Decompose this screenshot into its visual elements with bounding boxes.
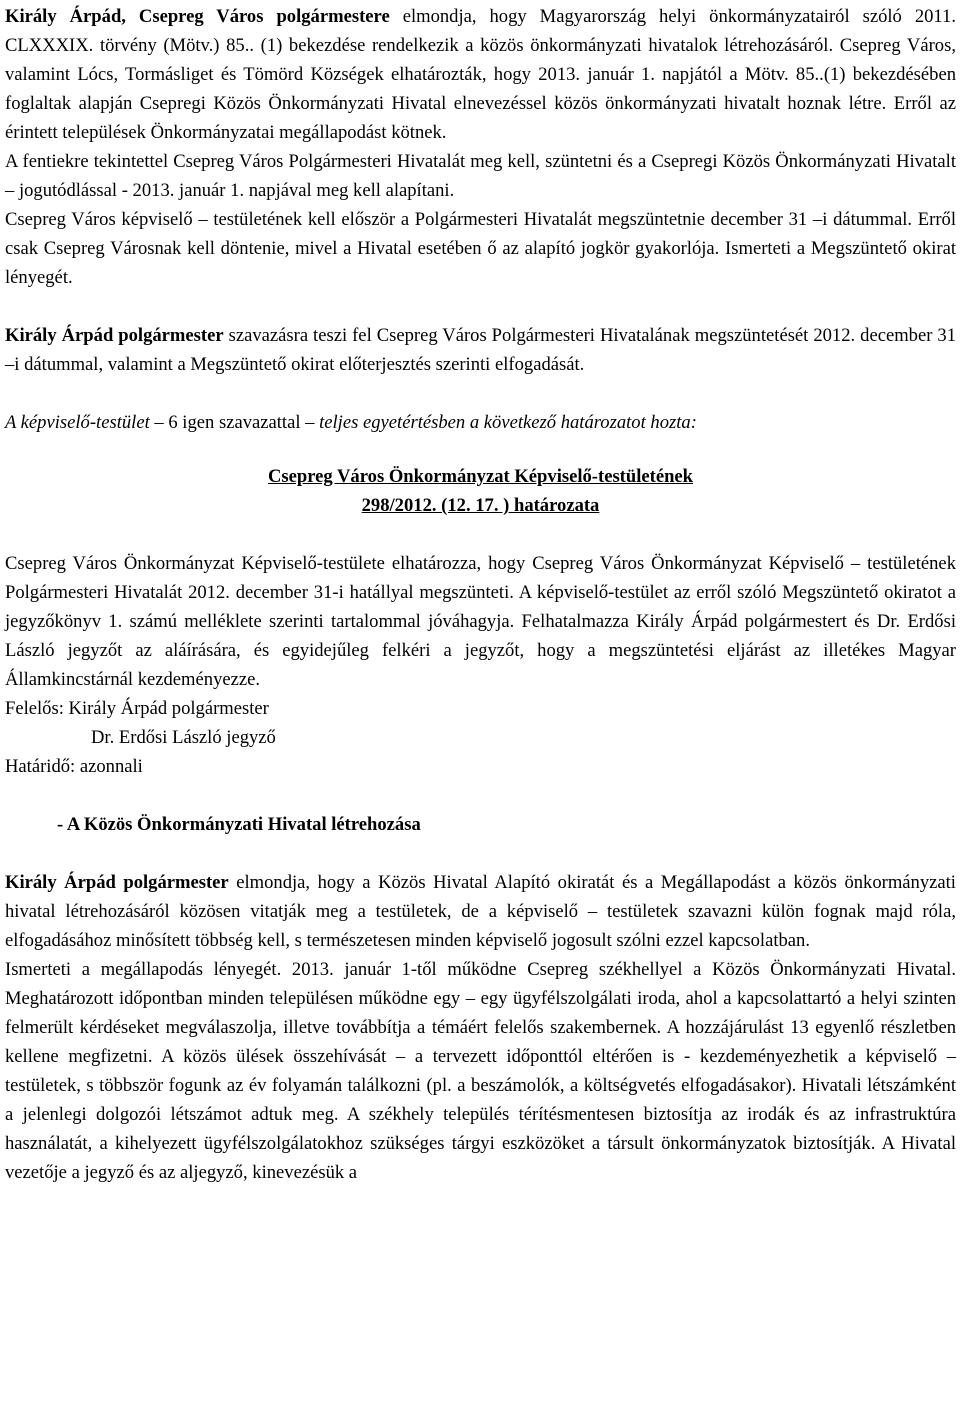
resolution-body: Csepreg Város Önkormányzat Képviselő-testülete elhatározza, hogy Csepreg Város Önkormányzat Képviselő – testületének Polgármesteri Hivatalát 2012. december 31-i hatállyal megszünteti. A képviselő-testület az erről szóló Megszüntető okiratot a jegyzőkönyv 1. számú melléklete szerinti tartalommal jóváhagyja. Felhatalmazza Király Árpád polgármestert és Dr. Erdősi László jegyzőt az aláírására, és egyidejűleg felkéri a jegyzőt, hogy a megszüntetési eljárást az illetékes Magyar Államkincstárnál kezdeményezze. — [5, 553, 956, 690]
vote-body: A képviselő-testület — [5, 412, 150, 433]
vote-outcome: teljes egyetértésben a következő határozatot hozta: — [319, 412, 697, 433]
vote-text: szavazásra teszi fel Csepreg Város Polgármesteri Hivatalának megszüntetését 2012. december 31 –i dátummal, valamint a Megszüntető okirat előterjesztés szerinti elfogadását. — [5, 325, 956, 375]
resolution-title-line1: Csepreg Város Önkormányzat Képviselő-testületének — [267, 466, 694, 487]
speaker-name: Király Árpád, Csepreg Város polgármestere — [5, 6, 390, 27]
section-speaker-name: Király Árpád polgármester — [5, 872, 229, 893]
responsible-second: Dr. Erdősi László jegyző — [91, 727, 276, 748]
vote-result-paragraph — [5, 408, 956, 437]
resolution-title — [5, 462, 956, 520]
agreement-paragraph: Ismerteti a megállapodás lényegét. 2013. január 1-től működne Csepreg székhellyel a Közös Önkormányzati Hivatal. Meghatározott időpontban minden településen működne egy – egy ügyfélszolgálati iroda, ahol a kapcsolattartó a helyi szinten felmerült kérdéseket megválaszolja, illetve továbbítja a témáért felelős szakembernek. A hozzájárulást 13 egyenlő részletben kellene megfizetni. A közös ülések összehívását – a tervezett időponttól eltérően is - kezdeményezhetik a képviselő – testületek, s többször fogunk az év folyamán találkozni (pl. a beszámolók, a költségvetés elfogadásakor). Hivatali létszámként a jelenlegi dolgozói létszámot adtuk meg. A székhely település térítésmentesen biztosítja az irodák és az infrastruktúra használatát, a kihelyezett ügyfélszolgálatokhoz szükséges tárgyi eszközöket a társult önkormányzatok biztosítják. A Hivatal vezetője a jegyző és az aljegyző, kinevezésük a — [5, 959, 956, 1183]
section-heading: - A Közös Önkormányzati Hivatal létrehozása — [57, 814, 421, 835]
vote-count: – 6 igen szavazattal – — [149, 412, 320, 433]
deadline-line: Határidő: azonnali — [5, 756, 143, 777]
responsible-line: Felelős: Király Árpád polgármester — [5, 698, 269, 719]
intro-paragraph — [5, 2, 956, 147]
dissolution-paragraph: Csepreg Város képviselő – testületének kell először a Polgármesteri Hivatalát megszüntetnie december 31 –i dátummal. Erről csak Csepreg Városnak kell döntenie, mivel a Hivatal esetében ő az alapító jogkör gyakorlója. Ismerteti a Megszüntető okirat lényegét. — [5, 209, 956, 288]
consequence-paragraph: A fentiekre tekintettel Csepreg Város Polgármesteri Hivatalát meg kell, szüntetni és a Csepregi Közös Önkormányzati Hivatalt – jogutódlással - 2013. január 1. napjával meg kell alapítani. — [5, 151, 956, 201]
section-intro-text: elmondja, hogy a Közös Hivatal Alapító okiratát és a Megállapodást a közös önkormányzati hivatal létrehozásáról közösen vitatják meg a testületek, de a képviselő – testületek szavazni külön fognak majd róla, elfogadásához minősített többség kell, s természetesen minden képviselő jogosult szólni ezzel kapcsolatban. — [5, 872, 956, 951]
intro-text: elmondja, hogy Magyarország helyi önkormányzatairól szóló 2011. CLXXXIX. törvény (Mötv.) 85.. (1) bekezdése rendelkezik a közös önkormányzati hivatalok létrehozásáról. Csepreg Város, valamint Lócs, Tormásliget és Tömörd Községek elhatározták, hogy 2013. január 1. napjától a Mötv. 85..(1) bekezdésében foglaltak alapján Csepregi Közös Önkormányzati Hivatal elnevezéssel közös önkormányzati hivatalt hoznak létre. Erről az érintett települések Önkormányzatai megállapodást kötnek. — [5, 6, 956, 143]
vote-paragraph — [5, 321, 956, 379]
vote-speaker-name: Király Árpád polgármester — [5, 325, 224, 346]
section-intro-paragraph — [5, 868, 956, 955]
resolution-number: 298/2012. (12. 17. ) határozata — [361, 495, 600, 516]
